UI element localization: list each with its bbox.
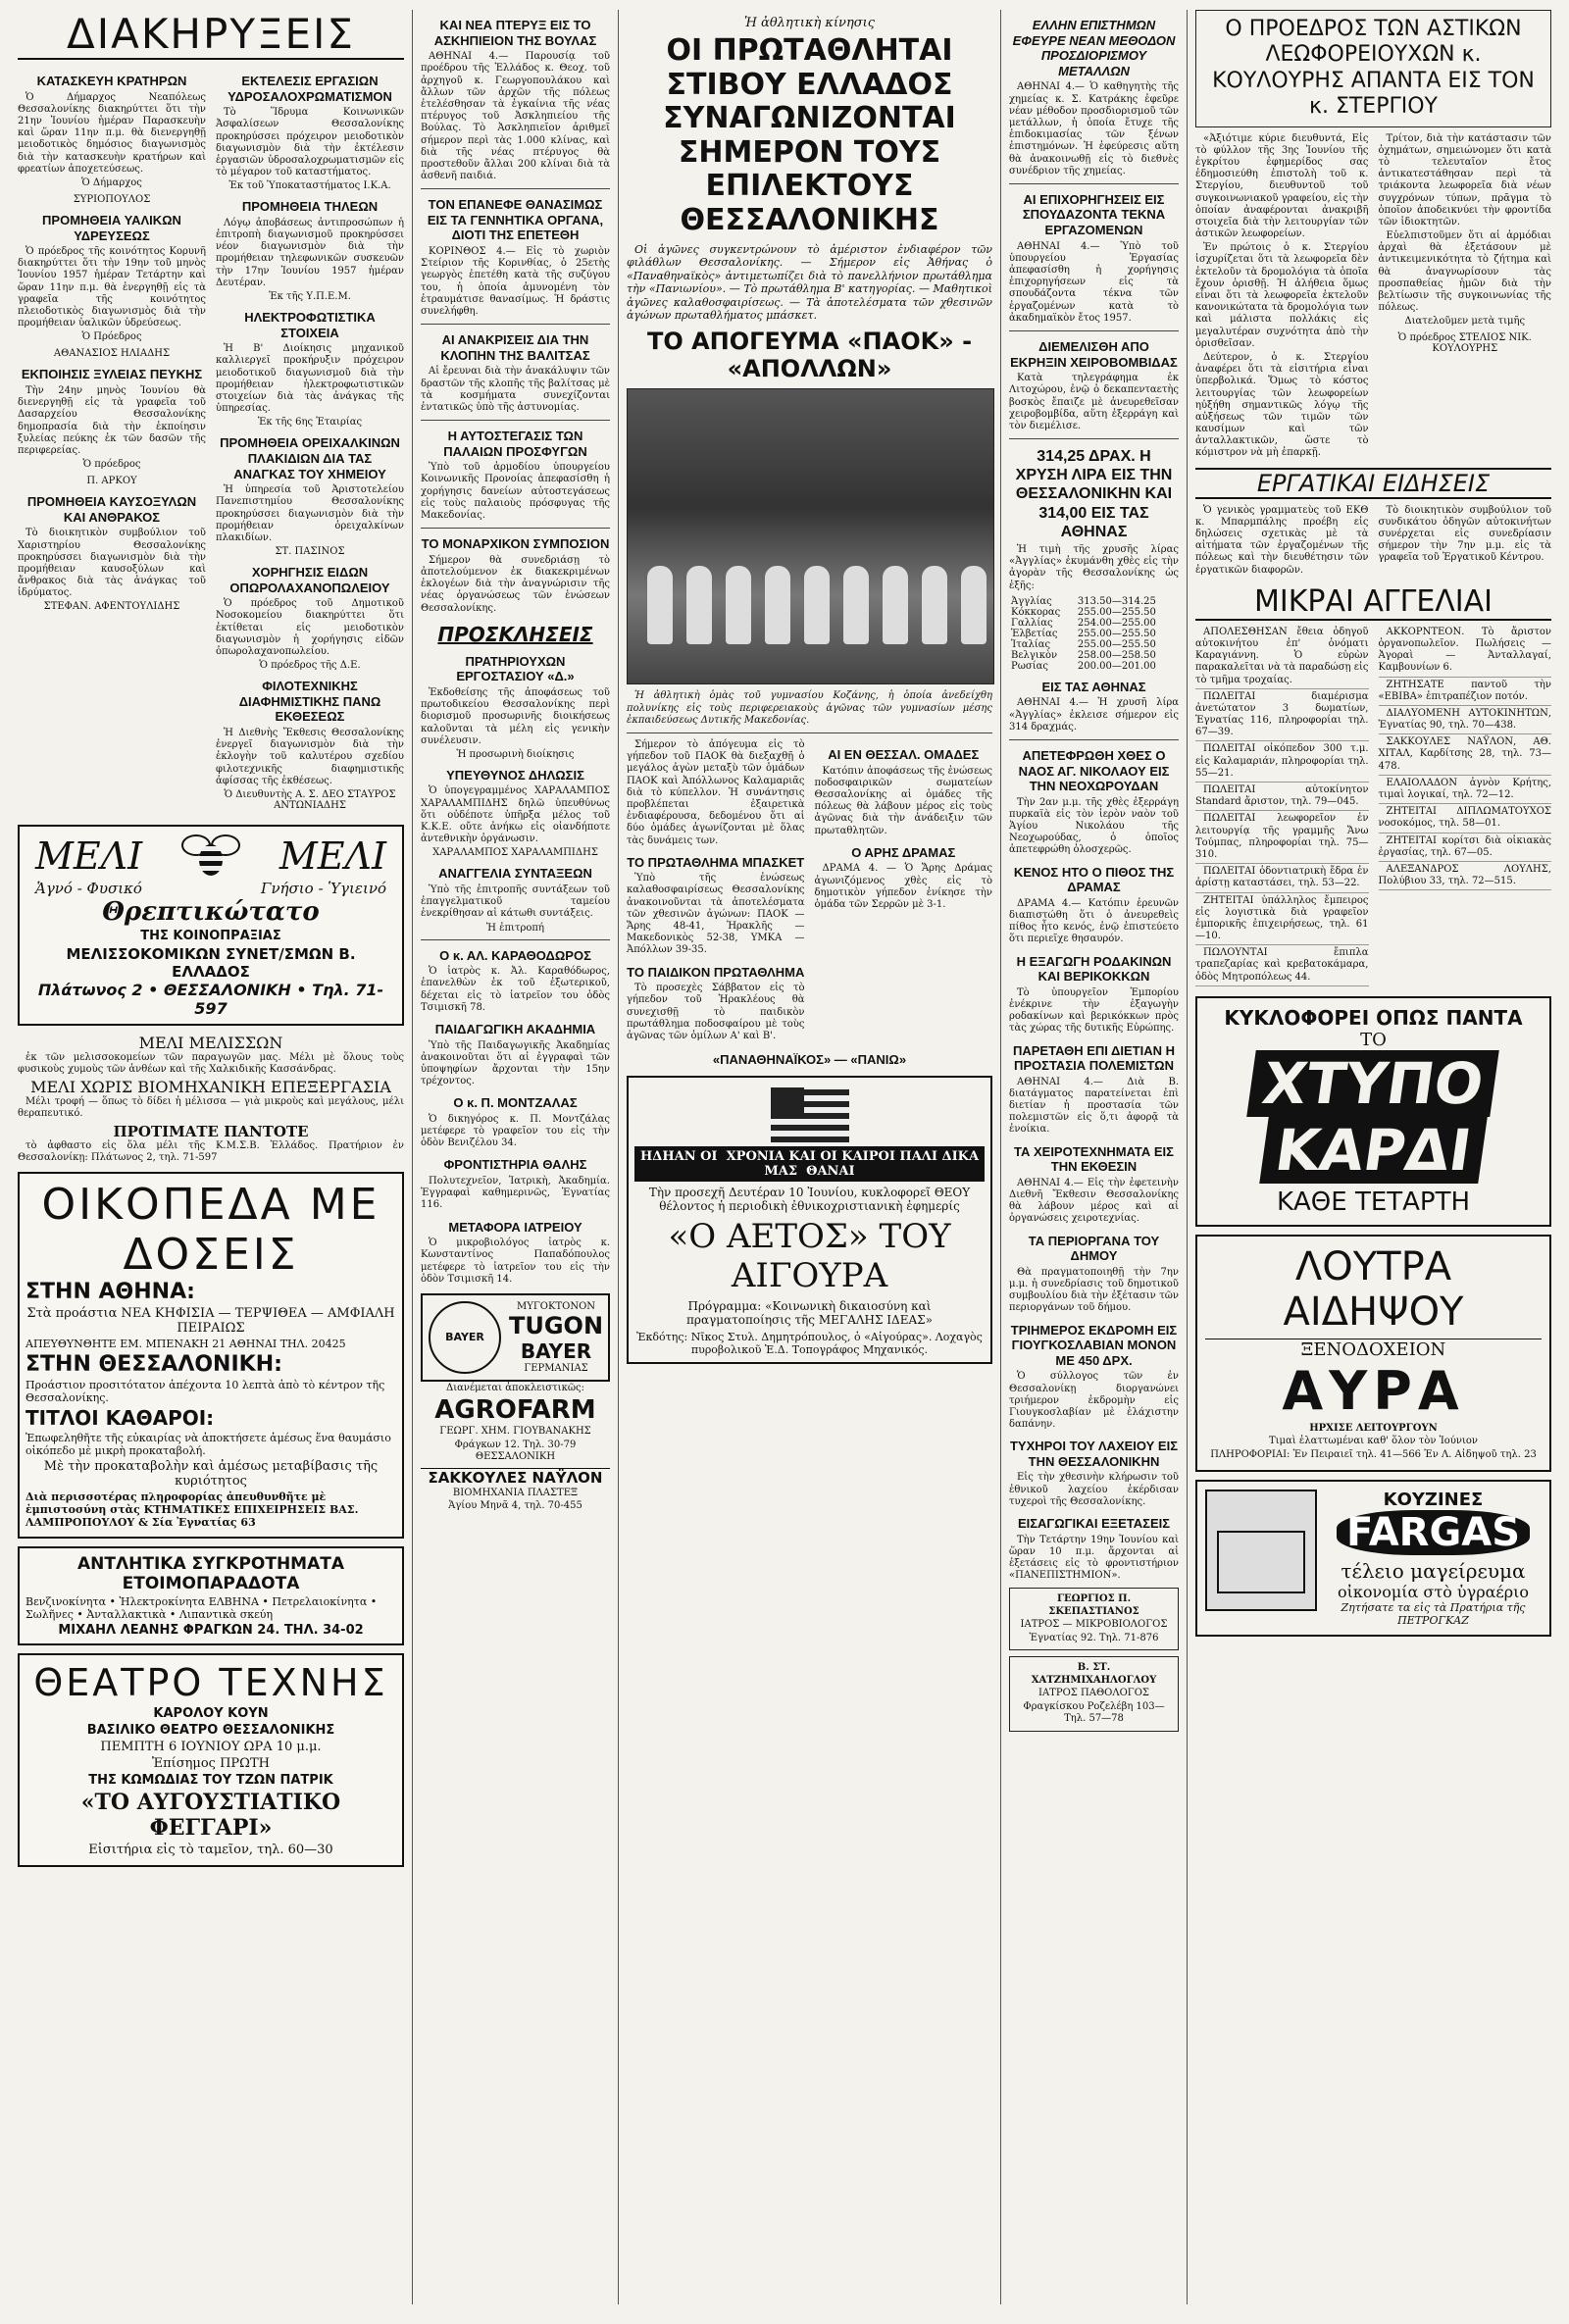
article-signature: Ἡ προσωρινὴ διοίκησις (456, 748, 575, 760)
classified-ad: ΠΩΛΕΙΤΑΙ ὁδοντιατρικὴ ἔδρα ἐν ἀρίστῃ καταστάσει, τηλ. 53—22. (1195, 866, 1369, 892)
notice-title: ΠΡΟΜΗΘΕΙΑ ΚΑΥΣΟΞΥΛΩΝ ΚΑΙ ΑΝΘΡΑΚΟΣ (26, 494, 197, 525)
classifieds-header: ΜΙΚΡΑΙ ΑΓΓΕΛΙΑΙ (1195, 584, 1551, 621)
aetos-strip-right: ΘΑΝΑΙ (806, 1163, 855, 1179)
notice-text: Τὸ διοικητικὸν συμβούλιον τοῦ Χαριστηρίου Θεσσαλονίκης προκηρύσσει διαγωνισμὸν διὰ τὴν προμήθειαν καυσοξύλων καὶ ἄνθρακος διὰ τὰς ἀνάγκας τοῦ ἱδρύματος. (18, 528, 206, 599)
article-text: Θὰ πραγματοποιηθῇ τὴν 7ην μ.μ. ἡ συνεδρίασις τοῦ δημοτικοῦ συμβουλίου διὰ τὴν ἐξέτασιν τῶν περιοργάνων τοῦ δήμου. (1009, 1266, 1179, 1314)
labor-text: Ὁ γενικὸς γραμματεὺς τοῦ ΕΚΘ κ. Μπαρμπάλης προέβη εἰς δηλώσεις σχετικὰς μὲ τὰ αἰτήματα τῶν ἐργαζομένων τῆς πόλεως καὶ τὴν διευθέτησιν τῶν ἐργατικῶν διαφορῶν. (1195, 504, 1369, 576)
agrofarm-ad (421, 1383, 610, 1513)
honey-sub-left: Ἁγνό - Φυσικό (35, 879, 142, 897)
classified-ad: ΖΗΤΕΙΤΑΙ κορίτσι διὰ οἰκιακὰς ἐργασίας, τηλ. 67—05. (1379, 835, 1552, 862)
fargas-3: Ζητήσατε τα εἰς τὰ Πρατήρια τῆς ΠΕΤΡΟΓΚΑΖ (1341, 1601, 1526, 1628)
sports-split (627, 739, 992, 1044)
article-text: Ὑπὸ τῆς Παιδαγωγικῆς Ἀκαδημίας ἀνακοινοῦται ὅτι αἱ ἐγγραφαὶ τῶν ὑποψηφίων ἄρχονται τὴν 15ην τρέχοντος. (421, 1039, 610, 1087)
plots-titles: ΤΙΤΛΟΙ ΚΑΘΑΡΟΙ: (25, 1406, 215, 1431)
gold-rate-cell: 254.00—255.00 (1077, 617, 1156, 629)
gold-rate-row (1009, 661, 1179, 672)
article-title: Η ΕΞΑΓΩΓΗ ΡΟΔΑΚΙΝΩΝ ΚΑΙ ΒΕΡΙΚΟΚΚΩΝ (1016, 953, 1172, 985)
agro-3: Φράγκων 12. Τηλ. 30-79 ΘΕΣΣΑΛΟΝΙΚΗ (454, 1439, 577, 1463)
article-text: ΑΘΗΝΑΙ 4.— Ὁ καθηγητὴς τῆς χημείας κ. Σ. Κατράκης ἐφεῦρε νέαν μέθοδον προσδιορισμοῦ τῶν μετάλλων, ἡ ὁποία ἔτυχε τῆς ἐπιδοκιμασίας τῶν ξένων ἐπιστημόνων. Ἡ ἐφεύρεσις αὕτη θὰ ἀνακοινωθῇ εἰς τὸ διεθνὲς συνέδριον τῆς χημείας. (1009, 81, 1179, 177)
notice-signature: Ἐκ τοῦ Ὑποκαταστήματος Ι.Κ.Α. (228, 180, 391, 192)
bayer-ad (421, 1293, 610, 1382)
sports-sub: Ο ΑΡΗΣ ΔΡΑΜΑΣ (851, 844, 956, 860)
classified-ad: ΑΠΟΛΕΣΘΗΣΑΝ ἔθεια ὁδηγοῦ αὐτοκινήτου ἐπ' ὀνόματι Καραγιάννη. Ὁ εὑρὼν παρακαλεῖται νὰ τὰ παραδώσῃ εἰς τὸ τμῆμα τροχαίας. (1195, 627, 1369, 689)
classified-ad: ΖΗΤΕΙΤΑΙ ΔΙΠΛΩΜΑΤΟΥΧΟΣ νοσοκόμος, τηλ. 58—01. (1379, 806, 1552, 833)
fargas-ad (1195, 1480, 1551, 1637)
sports-text: ΔΡΑΜΑ 4. — Ὁ Ἄρης Δράμας ἀγωνιζόμενος χθὲς εἰς τὸ δημοτικὸν γήπεδον ἐνίκησε τὴν ὁμάδα τῶν Σερρῶν μὲ 3-1. (814, 863, 992, 910)
article-text: ΑΘΗΝΑΙ 4.— Διὰ Β. διατάγματος παρατείνεται ἐπὶ διετίαν ἡ προστασία τῶν πολεμιστῶν εἰς ὅ,τι ἀφορᾷ τὰ ἐνοίκια. (1009, 1076, 1179, 1136)
nylon-2: ΒΙΟΜΗΧΑΝΙΑ ΠΛΑΣΤΕΞ (452, 1487, 579, 1498)
theatre-tickets: Εἰσιτήρια εἰς τὸ ταμεῖον, τηλ. 60—30 (88, 1843, 333, 1858)
article-title: ΦΡΟΝΤΙΣΤΗΡΙΑ ΘΑΛΗΣ (443, 1157, 587, 1173)
aetos-intro: Τὴν προσεχῆ Δευτέραν 10 Ἰουνίου, κυκλοφορεῖ ΘΕΟΥ θέλοντος ἡ περιοδικὴ ἐθνικοχριστιανικὴ ἐφημερίς (648, 1185, 971, 1213)
labor-news-header: ΕΡΓΑΤΙΚΑΙ ΕΙΔΗΣΕΙΣ (1195, 468, 1551, 499)
bus-right (1379, 133, 1552, 462)
notice-signature: Ἐκ τῆς 6ης Ἐταιρίας (257, 417, 363, 429)
article-text: ΚΟΡΙΝΘΟΣ 4.— Εἰς τὸ χωριὸν Στείριον τῆς Κορινθίας, ὁ 25ετὴς γεωργὸς ἐπετέθη κατὰ τῆς συζύγου του, ἡ ὁποία ἀμυνομένη τὸν ἐτραυμάτισε θανασίμως. Ἡ δράστις συνελήφθη. (421, 246, 610, 317)
article-title: ΥΠΕΥΘΥΝΟΣ ΔΗΛΩΣΙΣ (446, 767, 584, 783)
sports-text: Κατόπιν ἀποφάσεως τῆς ἐνώσεως ποδοσφαιρικῶν σωματείων Θεσσαλονίκης αἱ ὁμάδες τῆς πόλεως θὰ λάβουν μέρος εἰς τοὺς ἀγῶνας διὰ τὴν ἀνάδειξιν τῶν πρωταθλητῶν. (814, 765, 992, 836)
doctor-name: Β. ΣΤ. ΧΑΤΖΗΜΙΧΑΗΛΟΓΛΟΥ (1031, 1662, 1157, 1686)
notice-signature: Ὁ πρόεδρος τῆς Δ.Ε. (259, 660, 361, 672)
article-text: Ὑπὸ τοῦ ἁρμοδίου ὑπουργείου Κοινωνικῆς Προνοίας ἀπεφασίσθη ἡ χορήγησις δανείων αὐτοστεγάσεως εἰς τοὺς παλαιοὺς πρόσφυγας τῆς Μακεδονίας. (421, 462, 610, 522)
bus-article-split (1195, 133, 1551, 462)
notice-text: Ἡ ὑπηρεσία τοῦ Ἀριστοτελείου Πανεπιστημίου Θεσσαλονίκης προκηρύσσει διαγωνισμὸν διὰ τὴν προμήθειαν ὀρειχαλκίνων πλακιδίων. (216, 484, 404, 543)
sports-headline: ΟΙ ΠΡΩΤΑΘΛΗΤΑΙ ΣΤΙΒΟΥ ΕΛΛΑΔΟΣ ΣΥΝΑΓΩΝΙΖΟΝΤΑΙ ΣΗΜΕΡΟΝ ΤΟΥΣ ΕΠΙΛΕΚΤΟΥΣ ΘΕΣΣΑΛΟΝΙΚΗΣ (663, 33, 956, 237)
honey-s1: ΜΕΛΙ ΜΕΛΙΣΣΩΝ (138, 1033, 283, 1052)
article-title: ΚΕΝΟΣ ΗΤΟ Ο ΠΙΘΟΣ ΤΗΣ ΔΡΑΜΑΣ (1013, 864, 1175, 895)
avra-3: ΠΛΗΡΟΦΟΡΙΑΙ: Ἐν Πειραιεῖ τηλ. 41—566 Ἐν Λ. Αἰδηψοῦ τηλ. 23 (1210, 1448, 1537, 1460)
classified-ad: ΔΙΑΛΥΟΜΕΝΗ ΑΥΤΟΚΙΝΗΤΩΝ, Ἐγνατίας 90, τηλ. 70—438. (1379, 708, 1552, 734)
classified-ad: ΠΩΛΕΙΤΑΙ αὐτοκίνητον Standard ἄριστον, τηλ. 79—045. (1195, 784, 1369, 811)
doctor-name: ΓΕΩΡΓΙΟΣ Π. ΣΚΕΠΑΣΤΙΑΝΟΣ (1048, 1593, 1139, 1617)
theatre-ad (18, 1653, 404, 1867)
gold-athens-text: ΑΘΗΝΑΙ 4.— Ἡ χρυσῆ λίρα «Ἀγγλίας» ἐκλεισε σήμερον εἰς 314 δραχμάς. (1009, 697, 1179, 733)
bayer-product: TUGON (509, 1311, 604, 1339)
article-title: ΠΡΑΤΗΡΙΟΥΧΩΝ ΕΡΓΟΣΤΑΣΙΟΥ «Δ.» (456, 653, 575, 684)
article-title: ΔΙΕΜΕΛΙΣΘΗ ΑΠΟ ΕΚΡΗΞΙΝ ΧΕΙΡΟΒΟΜΒΙΔΑΣ (1010, 338, 1178, 370)
honey-subtitles (25, 880, 396, 897)
plots-athens-suburbs: Στὰ προάστια ΝΕΑ ΚΗΦΙΣΙΑ — ΤΕΡΨΙΘΕΑ — ΑΜΦΙΑΛΗ ΠΕΙΡΑΙΩΣ (26, 1306, 395, 1337)
gold-rate-row (1009, 596, 1179, 607)
bus-text: Ἐν πρώτοις ὁ κ. Στεργίου ἰσχυρίζεται ὅτι τὰ λεωφορεῖα δὲν ἐκτελοῦν τὰ δρομολόγια τὰ ὁποῖα ἔχουν ὁρισθῇ. Ἡ ἀλήθεια ὅμως εἶναι ὅτι τὰ λεωφορεῖα ἐκτελοῦν κανονικώτατα τὰ δρομολόγια των καὶ μάλιστα πολλάκις εἰς μεγαλυτέραν συχνότητα ἀπὸ τὴν ὁρισθεῖσαν. (1195, 242, 1369, 349)
article-title: ΠΑΡΕΤΑΘΗ ΕΠΙ ΔΙΕΤΙΑΝ Η ΠΡΟΣΤΑΣΙΑ ΠΟΛΕΜΙΣΤΩΝ (1012, 1042, 1175, 1074)
pumps-title: ΑΝΤΛΗΤΙΚΑ ΣΥΓΚΡΟΤΗΜΑΤΑ ΕΤΟΙΜΟΠΑΡΑΔΟΤΑ (76, 1554, 345, 1594)
plots-ad (18, 1172, 404, 1539)
hotel-label: ΞΕΝΟΔΟΧΕΙΟΝ (1205, 1339, 1542, 1360)
honey-ad-title (25, 833, 396, 880)
notice-title: ΠΡΟΜΗΘΕΙΑ ΤΗΛΕΩΝ (241, 199, 379, 215)
doctor-address: Φραγκίσκου Ροζελέβη 103—Τηλ. 57—78 (1023, 1700, 1165, 1725)
xtypo-bottom: ΚΑΘΕ ΤΕΤΑΡΤΗ (1276, 1187, 1471, 1217)
plots-athens: ΣΤΗΝ ΑΘΗΝΑ: (25, 1280, 195, 1305)
article-title: ΑΝΑΓΓΕΛΙΑ ΣΥΝΤΑΞΕΩΝ (438, 866, 592, 882)
column-news-4 (1000, 10, 1187, 2304)
sports-footer: «ΠΑΝΑΘΗΝΑΪΚΟΣ» — «ΠΑΝΙΩ» (712, 1052, 907, 1068)
plots-contact: Διὰ περισσοτέρας πληροφορίας ἀπευθυνθῆτε μὲ ἐμπιστοσύνη στὰς ΚΤΗΜΑΤΙΚΕΣ ΕΠΙΧΕΙΡΗΣΕΙΣ ΒΑΣ. ΛΑΜΠΡΟΠΟΥΛΟΥ & Σία Ἐγνατίας 63 (25, 1490, 359, 1530)
article-title: ΤΟΝ ΕΠΑΝΕΦΕ ΘΑΝΑΣΙΜΩΣ ΕΙΣ ΤΑ ΓΕΝΝΗΤΙΚΑ ΟΡΓΑΝΑ, ΔΙΟΤΙ ΤΗΣ ΕΠΕΤΕΘΗ (427, 197, 604, 243)
gold-athens-title: ΕΙΣ ΤΑΣ ΑΘΗΝΑΣ (1041, 679, 1146, 694)
pumps-address: ΜΙΧΑΗΛ ΛΕΑΝΗΣ ΦΡΑΓΚΩΝ 24. ΤΗΛ. 34-02 (58, 1623, 364, 1639)
aetos-strip-left: ΗΔΗΑΝ ΟΙ (639, 1148, 718, 1164)
plots-athens-contact: ΑΠΕΥΘΥΝΘΗΤΕ ΕΜ. ΜΠΕΝΑΚΗ 21 ΑΘΗΝΑΙ ΤΗΛ. 20425 (25, 1338, 346, 1351)
article-text: Ὑπὸ τῆς ἐπιτροπῆς συντάξεων τοῦ ἐπαγγελματικοῦ ταμείου ἐνεκρίθησαν αἱ κάτωθι συντάξεις. (421, 884, 610, 920)
fargas-text (1325, 1490, 1542, 1627)
theatre-first: Ἐπίσημος ΠΡΩΤΗ (152, 1756, 270, 1772)
classified-ad: ΖΗΤΕΙΤΑΙ ὑπάλληλος ἔμπειρος εἰς λογιστικὰ διὰ γραφεῖον ἐμπορικῆς ἐπιχειρήσεως, τηλ. 61—10. (1195, 895, 1369, 946)
xtypo-to: ΤΟ (1360, 1029, 1387, 1050)
article-title: ΑΙ ΕΠΙΧΟΡΗΓΗΣΕΙΣ ΕΙΣ ΣΠΟΥΔΑΖΟΝΤΑ ΤΕΚΝΑ ΕΡΓΑΖΟΜΕΝΩΝ (1022, 191, 1166, 238)
gold-rate-cell: Γαλλίας (1011, 617, 1053, 629)
article-text: Τὴν 2αν μ.μ. τῆς χθὲς ἐξερράγη πυρκαϊὰ εἰς τὸν ἱερὸν ναὸν τοῦ Ἁγίου Νικολάου τῆς Νεοχωρούδας, ὁ ὁποῖος ἀπετεφρώθη ὁλοσχερῶς. (1009, 796, 1179, 856)
classified-ad: ΠΩΛΟΥΝΤΑΙ ἔπιπλα τραπεζαρίας καὶ κρεβατοκάμαρα, ὁδὸς Μητροπόλεως 44. (1195, 947, 1369, 986)
aetos-program: Πρόγραμμα: «Κοινωνικὴ δικαιοσύνη καὶ πραγματοποίησις τῆς ΜΕΓΑΛΗΣ ΙΔΕΑΣ» (686, 1298, 933, 1327)
article-title: ΑΠΕΤΕΦΡΩΘΗ ΧΘΕΣ Ο ΝΑΟΣ ΑΓ. ΝΙΚΟΛΑΟΥ ΕΙΣ ΤΗΝ ΝΕΟΧΩΡΟΥΔΑΝ (1018, 747, 1170, 794)
sports-text: Σήμερον τὸ ἀπόγευμα εἰς τὸ γήπεδον τοῦ ΠΑΟΚ θὰ διεξαχθῇ ὁ μεγάλος ἀγὼν μεταξὺ τῶν ὁμάδων ΠΑΟΚ καὶ Ἀπόλλωνος Καλαμαριᾶς διὰ τὸ κύπελλον. Ἡ συνάντησις προβλέπεται ἐξαιρετικὰ ἐνδιαφέρουσα, δεδομένου ὅτι αἱ δύο ὁμάδες ἀγωνίζονται μὲ ὅλας τὰς δυνάμεις των. (627, 739, 805, 846)
bus-text: Δεύτερον, ὁ κ. Στεργίου ἀναφέρει ὅτι τὰ εἰσιτήρια εἶναι ὑπερβολικά. Ὅμως τὸ κόστος λειτουργίας τῶν λεωφορείων ηὐξήθη σημαντικῶς λόγῳ τῆς αὐξήσεως τῶν τιμῶν τῶν καυσίμων καὶ τῶν ἀνταλλακτικῶν, ὥστε τὸ κόμιστρον νὰ μὴ ἐπαρκῇ. (1195, 351, 1369, 459)
article-title: ΜΕΤΑΦΟΡΑ ΙΑΤΡΕΙΟΥ (448, 1219, 582, 1235)
plots-thess: ΣΤΗΝ ΘΕΣΣΑΛΟΝΙΚΗ: (25, 1352, 282, 1378)
article-title: ΤΑ ΧΕΙΡΟΤΕΧΝΗΜΑΤΑ ΕΙΣ ΤΗΝ ΕΚΘΕΣΙΝ (1014, 1143, 1174, 1175)
classified-ad: ΕΛΑΙΟΛΑΔΟΝ ἀγνὸν Κρήτης, τιμαὶ λογικαί, τηλ. 72—12. (1379, 778, 1552, 804)
article-signature: ΧΑΡΑΛΑΜΠΟΣ ΧΑΡΑΛΑΜΠΙΔΗΣ (432, 847, 598, 859)
article-text: Ὁ ὑπογεγραμμένος ΧΑΡΑΛΑΜΠΟΣ ΧΑΡΑΛΑΜΠΙΔΗΣ δηλῶ ὑπευθύνως ὅτι οὐδέποτε ὑπῆρξα μέλος τοῦ Κ.Κ.Ε. οὔτε ἀνήκω εἰς οἱανδήποτε ἀντεθνικὴν ὀργάνωσιν. (421, 785, 610, 845)
article-text: Τὸ ὑπουργεῖον Ἐμπορίου ἐνέκρινε τὴν ἐξαγωγὴν ροδακίνων καὶ βερικόκκων πρὸς τὰς χώρας τῆς δυτικῆς Εὐρώπης. (1009, 986, 1179, 1035)
photo-caption: Ἡ ἀθλητικὴ ὁμὰς τοῦ γυμνασίου Κοζάνης, ἡ ὁποία ἀνεδείχθη πολυνίκης εἰς τοὺς περιφερειακοὺς ἀγῶνας τῶν γυμνασίων μέσης ἐκπαιδεύσεως Δυτικῆς Μακεδονίας. (627, 690, 992, 726)
article-title: Ο κ. Π. ΜΟΝΤΖΑΛΑΣ (453, 1095, 578, 1111)
classified-ad: ΑΚΚΟΡΝΤΕΟΝ. Τὸ ἄριστον ὀργανοπωλεῖον. Πωλήσεις — Ἀγοραὶ — Ἀνταλλαγαί, Καμβουνίων 6. (1379, 627, 1552, 678)
sports-left (627, 739, 805, 1044)
gold-rate-cell: 255.00—255.50 (1077, 606, 1156, 618)
article-title: ΑΙ ΑΝΑΚΡΙΣΕΙΣ ΔΙΑ ΤΗΝ ΚΛΟΠΗΝ ΤΗΣ ΒΑΛΙΤΣΑΣ (440, 332, 590, 363)
bayer-text (509, 1301, 603, 1374)
classifieds-split (1195, 627, 1551, 988)
newspaper-page (10, 10, 1559, 2304)
classified-ad: ΖΗΤΗΣΑΤΕ παντοῦ τὴν «ΕΒΙΒΑ» ἐπιτραπέζιον ποτόν. (1379, 680, 1552, 706)
column-news-2 (412, 10, 618, 2304)
agro-name: AGROFARM (434, 1395, 596, 1426)
gold-rate-cell: 255.00—255.50 (1077, 628, 1156, 639)
notice-title: ΕΚΠΟΙΗΣΙΣ ΞΥΛΕΙΑΣ ΠΕΥΚΗΣ (21, 367, 203, 382)
avra-2: Τιμαὶ ἐλαττωμέναι καθ' ὅλον τὸν Ἰούνιον (1268, 1436, 1479, 1447)
notice-signature: ΑΘΑΝΑΣΙΟΣ ΗΛΙΑΔΗΣ (53, 348, 171, 360)
article-text: Εἰς τὴν χθεσινὴν κλήρωσιν τοῦ ἐθνικοῦ λαχείου ἐκέρδισαν τυχεροὶ τῆς Θεσσαλονίκης. (1009, 1472, 1179, 1507)
article-text: ΔΡΑΜΑ 4.— Κατόπιν ἐρευνῶν διαπιστώθη ὅτι ὁ ἀνευρεθεὶς πίθος ἦτο κενός, ἐνῷ ἐπιστεύετο ὅτι περιεῖχε θησαυρόν. (1009, 897, 1179, 945)
article-signature: Ἡ ἐπιτροπή (486, 922, 544, 934)
notice-signature: Π. ΑΡΚΟΥ (86, 476, 137, 487)
bus-sig1: Διατελοῦμεν μετὰ τιμῆς (1404, 316, 1526, 328)
team-photo (627, 388, 994, 684)
honey-s1-text: ἐκ τῶν μελισσοκομείων τῶν παραγωγῶν μας. Μέλι μὲ ὅλους τοὺς φυσικοὺς χυμοὺς τῶν ἀνθέων καὶ τῆς Χαλκιδικῆς Κασσάνδρας. (18, 1051, 404, 1076)
xtypo-word2: ΚΑΡΔΙ (1259, 1117, 1487, 1184)
honey-title-left: ΜΕΛΙ (35, 834, 143, 878)
notices-split (18, 66, 404, 817)
sports-sub: ΑΙ ΕΝ ΘΕΣΣΑΛ. ΟΜΑΔΕΣ (828, 747, 980, 762)
article-text: ΑΘΗΝΑΙ 4.— Ὑπὸ τοῦ ὑπουργείου Ἐργασίας ἀπεφασίσθη ἡ χορήγησις ἐπιχορηγήσεων εἰς τὰ σπουδάζοντα τέκνα τῶν ἐργαζομένων κατὰ τὸ ἀκαδημαϊκὸν ἔτος 1957. (1009, 240, 1179, 324)
plots-thess-text: Προάστιον προσιτότατον ἀπέχοντα 10 λεπτὰ ἀπὸ τὸ κέντρον τῆς Θεσσαλονίκης. (25, 1379, 385, 1405)
classified-ad: ΠΩΛΕΙΤΑΙ οἰκόπεδον 300 τ.μ. εἰς Καλαμαριάν, πληροφορίαι τηλ. 55—21. (1195, 743, 1369, 783)
plots-transfer: Μὲ τὴν προκαταβολὴν καὶ ἀμέσως μεταβίβασις τῆς κυριότητος (43, 1459, 379, 1490)
article-title: Η ΑΥΤΟΣΤΕΓΑΣΙΣ ΤΩΝ ΠΑΛΑΙΩΝ ΠΡΟΣΦΥΓΩΝ (443, 429, 587, 459)
xtypo-kardi-ad (1195, 996, 1551, 1227)
bayer-cross-logo: BAYER (429, 1301, 501, 1374)
agro-dist: Διανέμεται ἀποκλειστικῶς: (446, 1382, 584, 1393)
article-title: ΕΛΛΗΝ ΕΠΙΣΤΗΜΩΝ ΕΦΕΥΡΕ ΝΕΑΝ ΜΕΘΟΔΟΝ ΠΡΟΣΔΙΟΡΙΣΜΟΥ ΜΕΤΑΛΛΩΝ (1012, 18, 1176, 78)
gold-rate-cell: 258.00—258.50 (1077, 649, 1156, 661)
column-right (1187, 10, 1559, 2304)
doctor-ad-2 (1009, 1656, 1179, 1732)
notice-text: Λόγῳ ἀποβάσεως ἀντιπροσώπων ἡ ἐπιτροπὴ διαγωνισμοῦ προκηρύσσει νέον διαγωνισμὸν διὰ τὴν προμήθειαν τηλεφωνικῶν συσκευῶν τὴν 17ην Ἰουνίου 1957 ἡμέραν Δευτέραν. (216, 217, 404, 288)
notice-signature: ΣΥΡΙΟΠΟΥΛΟΣ (73, 193, 151, 205)
bus-sig2: Ὁ πρόεδρος ΣΤΕΛΙΟΣ ΝΙΚ. ΚΟΥΛΟΥΡΗΣ (1397, 332, 1532, 355)
notice-text: Τὸ Ἵδρυμα Κοινωνικῶν Ἀσφαλίσεων Θεσσαλονίκης προκηρύσσει πρόχειρον μειοδοτικὸν διαγωνισμὸν διὰ τὴν ἐκτέλεσιν ἐργασιῶν ὑδροσαλοχρωματισμῶν εἰς τὸ μέγαρον τοῦ καταστήματος. (216, 107, 404, 178)
bee-icon (181, 833, 240, 880)
aetos-name: «Ο ΑΕΤΟΣ» ΤΟΥ ΑΙΓΟΥΡΑ (668, 1216, 951, 1295)
bus-text: «Ἀξιότιμε κύριε διευθυντά, Εἰς τὸ φύλλον τῆς 3ης Ἰουνίου τῆς ἐγκρίτου ἐφημερίδος σας ἐδημοσιεύθη ἐπιστολὴ τοῦ κ. Στεργίου, διευθυντοῦ τοῦ συγκοινωνιακοῦ γραφείου, εἰς τὴν ὁποίαν ἀναφέρονται ἀνακριβῆ στοιχεῖα διὰ τὴν λειτουργίαν τῶν ἀστικῶν λεωφορείων. (1195, 132, 1369, 240)
bayer-brand: BAYER (520, 1339, 592, 1363)
theatre-sub1: ΚΑΡΟΛΟΥ ΚΟΥΝ (153, 1706, 269, 1722)
article-title: ΤΥΧΗΡΟΙ ΤΟΥ ΛΑΧΕΙΟΥ ΕΙΣ ΤΗΝ ΘΕΣΣΑΛΟΝΙΚΗΝ (1009, 1439, 1179, 1469)
theatre-play: «ΤΟ ΑΥΓΟΥΣΤΙΑΤΙΚΟ ΦΕΓΓΑΡΙ» (80, 1790, 341, 1842)
notice-text: Ὁ πρόεδρος τῆς κοινότητος Κορυνῆ διακηρύττει ὅτι τὴν 19ην τοῦ μηνὸς Ἰουνίου 1957 ἡμέραν Τετάρτην καὶ ὥραν 11ην π.μ. θὰ ἐνεργηθῇ εἰς τὰ γραφεῖα τῆς κοινότητος πλειοδοτικὸς διαγωνισμὸς διὰ τὴν προμήθειαν ὑαλικῶν ὑδρεύσεως. (18, 246, 206, 329)
avra-logo: ΑΥΡΑ (1282, 1359, 1465, 1422)
gold-rate-cell: Ἑλβετίας (1011, 628, 1058, 639)
gold-text: Ἡ τιμὴ τῆς χρυσῆς λίρας «Ἀγγλίας» ἐκυμάνθη χθὲς εἰς τὴν ἀγορὰν τῆς Θεσσαλονίκης ὡς ἑξῆς: (1009, 544, 1179, 591)
honey-label: Θρεπτικώτατο (102, 896, 320, 927)
honey-s3-text: τὸ ἀφθαστο εἰς ὅλα μέλι τῆς Κ.Μ.Σ.Β. Ἑλλάδος. Πρατήριον ἐν Θεσσαλονίκῃ: Πλάτωνος 2, τηλ. 71-597 (18, 1139, 404, 1163)
article-text: Ὁ ἰατρὸς κ. Ἀλ. Καραθόδωρος, ἐπανελθὼν ἐκ τοῦ ἐξωτερικοῦ, δέχεται εἰς τὸ ἰατρεῖον του ὁδὸς Τσιμισκῆ 78. (421, 966, 610, 1013)
honey-s2: ΜΕΛΙ ΧΩΡΙΣ ΒΙΟΜΗΧΑΝΙΚΗ ΕΠΕΞΕΡΓΑΣΙΑ (30, 1078, 391, 1097)
gold-rate-row (1009, 639, 1179, 650)
article-title: ΕΙΣΑΓΩΓΙΚΑΙ ΕΞΕΤΑΣΕΙΣ (1017, 1516, 1171, 1531)
classified-ad: ΠΩΛΕΙΤΑΙ διαμέρισμα ἀνετώτατον 3 δωματίων, Ἐγνατίας 116, πληροφορίαι τηλ. 67—39. (1195, 691, 1369, 742)
classified-ad: ΠΩΛΕΙΤΑΙ λεωφορεῖον ἐν λειτουργίᾳ τῆς γραμμῆς Ἄνω Τούμπας, πληροφορίαι τηλ. 75—310. (1195, 813, 1369, 864)
aetos-publisher: Ἐκδότης: Νῖκος Στυλ. Δημητρόπουλος, ὁ «Αἰγούρας». Λοχαγὸς πυροβολικοῦ Ἐ.Δ. Τοπογράφος Μηχανικός. (636, 1330, 983, 1356)
honey-title-right: ΜΕΛΙ (278, 834, 386, 878)
classifieds-left (1195, 627, 1369, 988)
column-announcements (10, 10, 412, 2304)
article-title: ΤΟ ΜΟΝΑΡΧΙΚΟΝ ΣΥΜΠΟΣΙΟΝ (421, 536, 610, 552)
article-text: Αἱ ἔρευναι διὰ τὴν ἀνακάλυψιν τῶν δραστῶν τῆς κλοπῆς τῆς βαλίτσας μὲ τὰ κοσμήματα συνεχίζονται ἐντατικῶς ὑπὸ τῆς ἀστυνομίας. (421, 366, 610, 413)
aidipsos-title: ΛΟΥΤΡΑ ΑΙΔΗΨΟΥ (1283, 1243, 1464, 1335)
agro-2: ΓΕΩΡΓ. ΧΗΜ. ΓΙΟΥΒΑΝΑΚΗΣ (439, 1426, 591, 1438)
aidipsos-ad (1195, 1235, 1551, 1473)
honey-coop: ΤΗΣ ΚΟΙΝΟΠΡΑΞΙΑΣ (140, 928, 281, 943)
notices-right (216, 66, 404, 817)
notice-text: Ἡ Β' Διοίκησις μηχανικοῦ καλλιεργεῖ προκήρυξιν πρόχειρον μειοδοτικοῦ διαγωνισμοῦ διὰ τὴν προμήθειαν ἠλεκτροφωτιστικῶν στοιχείων διὰ τὰς ἀνάγκας τῆς ὑπηρεσίας. (216, 343, 404, 415)
notice-title: ΕΚΤΕΛΕΣΙΣ ΕΡΓΑΣΙΩΝ ΥΔΡΟΣΑΛΟΧΡΩΜΑΤΙΣΜΟΝ (228, 74, 392, 104)
article-title: ΤΑ ΠΕΡΙΟΡΓΑΝΑ ΤΟΥ ΔΗΜΟΥ (1028, 1233, 1160, 1264)
classified-ad: ΣΑΚΚΟΥΛΕΣ ΝΑΫΛΟΝ, ΑΘ. ΧΙΤΑΛ, Καρδίτσης 28, τηλ. 73—478. (1379, 736, 1552, 776)
classified-ad: ΑΛΕΞΑΝΔΡΟΣ ΛΟΥΛΗΣ, Πολύβιου 33, τηλ. 72—515. (1379, 864, 1552, 890)
article-text: Ἐκδοθείσης τῆς ἀποφάσεως τοῦ πρωτοδικείου Θεσσαλονίκης περὶ διορισμοῦ προσωρινῆς διοικήσεως καλοῦνται τὰ μέλη εἰς γενικὴν συνέλευσιν. (421, 686, 610, 746)
honey-union: ΜΕΛΙΣΣΟΚΟΜΙΚΩΝ ΣΥΝΕΤ/ΣΜΩΝ Β. ΕΛΛΑΔΟΣ (66, 944, 356, 981)
sports-kicker: Ἡ ἀθλητικὴ κίνησις (744, 16, 875, 30)
gold-rate-cell: Κόκκορας (1011, 606, 1061, 618)
article-text: Τὴν Τετάρτην 19ην Ἰουνίου καὶ ὥραν 10 π.μ. ἄρχονται αἱ ἐξετάσεις εἰς τὸ φροντιστήριον «ΠΑΝΕΠΙΣΤΗΜΙΟΝ». (1009, 1534, 1179, 1582)
nylon-bags: ΣΑΚΚΟΥΛΕΣ ΝΑΫΛΟΝ (421, 1468, 610, 1487)
gold-rate-row (1009, 618, 1179, 629)
nylon-3: Ἁγίου Μηνᾶ 4, τηλ. 70-455 (448, 1500, 582, 1512)
notice-text: Τὴν 24ην μηνὸς Ἰουνίου θὰ διενεργηθῇ εἰς τὰ γραφεῖα τοῦ Δασαρχείου Θεσσαλονίκης δημοπρασία διὰ τὴν ἐκποίησιν ξυλείας πεύκης ἐκ τῶν δασῶν τῆς περιφερείας. (18, 385, 206, 456)
bayer-l4: ΓΕΡΜΑΝΙΑΣ (524, 1362, 588, 1374)
gold-rate-row (1009, 650, 1179, 661)
article-title: Ο κ. ΑΛ. ΚΑΡΑΘΟΔΩΡΟΣ (439, 947, 591, 963)
fargas-brand: FARGAS (1337, 1510, 1530, 1555)
sports-right (815, 739, 993, 1044)
gold-rate-cell: 255.00—255.50 (1077, 638, 1156, 650)
article-text: Ὁ μικροβιολόγος ἰατρὸς κ. Κωνσταντίνος Παπαδόπουλος μετέφερε τὸ ἰατρεῖον του εἰς τὴν ὁδὸν Τσιμισκῆ 14. (421, 1238, 610, 1285)
honey-sub-right: Γνήσιο - Ὑγιεινό (261, 879, 386, 897)
notice-title: ΠΡΟΜΗΘΕΙΑ ΟΡΕΙΧΑΛΚΙΝΩΝ ΠΛΑΚΙΔΙΩΝ ΔΙΑ ΤΑΣ ΑΝΑΓΚΑΣ ΤΟΥ ΧΗΜΕΙΟΥ (220, 435, 400, 481)
bayer-l1: ΜΥΓΟΚΤΟΝΟΝ (517, 1300, 596, 1312)
gold-rate-cell: 200.00—201.00 (1077, 660, 1156, 672)
labor-text: Τὸ διοικητικὸν συμβούλιον τοῦ συνδικάτου ὁδηγῶν αὐτοκινήτων συνέρχεται εἰς συνεδρίασιν σήμερον τὴν 7ην μ.μ. εἰς τὰ γραφεῖα τοῦ Ἐργατικοῦ Κέντρου. (1378, 504, 1551, 564)
notices-left (18, 66, 206, 817)
notice-signature-role: Ὁ πρόεδρος (82, 459, 141, 471)
theatre-sub2: ΒΑΣΙΛΙΚΟ ΘΕΑΤΡΟ ΘΕΣΣΑΛΟΝΙΚΗΣ (86, 1723, 335, 1739)
notice-text: Ὁ πρόεδρος τοῦ Δημοτικοῦ Νοσοκομείου διακηρύττει ὅτι ἐκτίθεται εἰς μειοδοτικὸν διαγωνισμὸν ἡ χορήγησις εἰδῶν ὀπωρολαχανοπωλείου. (216, 598, 404, 657)
bus-article-title: Ο ΠΡΟΕΔΡΟΣ ΤΩΝ ΑΣΤΙΚΩΝ ΛΕΩΦΟΡΕΙΟΥΧΩΝ κ. ΚΟΥΛΟΥΡΗΣ ΑΠΑΝΤΑ ΕΙΣ ΤΟΝ κ. ΣΤΕΡΓΙΟΥ (1195, 10, 1551, 127)
gold-rate-cell: Βελγικὸν (1011, 649, 1058, 661)
honey-s3: ΠΡΟΤΙΜΑΤΕ ΠΑΝΤΟΤΕ (113, 1122, 309, 1140)
classifieds-right (1379, 627, 1552, 988)
article-text: Κατὰ τηλεγράφημα ἐκ Λιτοχώρου, ἐνῷ ὁ δεκαπενταετὴς βοσκὸς ἔπαιζε μὲ ἀνευρεθεῖσαν χειροβομβίδα, αὕτη ἐξερράγη καὶ τὸν διεμέλισε. (1009, 373, 1179, 431)
notice-title: ΚΑΤΑΣΚΕΥΗ ΚΡΑΤΗΡΩΝ (36, 74, 187, 88)
article-text: Ὁ δικηγόρος κ. Π. Μοντζάλας μετέφερε τὸ γραφεῖον του εἰς τὴν ὁδὸν Βενιζέλου 34. (421, 1113, 610, 1149)
gold-rate-cell: Ρωσίας (1011, 660, 1048, 672)
article-title: ΚΑΙ ΝΕΑ ΠΤΕΡΥΞ ΕΙΣ ΤΟ ΑΣΚΗΠΙΕΙΟΝ ΤΗΣ ΒΟΥΛΑΣ (433, 18, 597, 48)
labor-split (1195, 505, 1551, 579)
plots-opportunity: Ἐπωφεληθῆτε τῆς εὐκαιρίας νὰ ἀποκτήσετε ἀμέσως ἕνα θαυμάσιο οἰκόπεδο μὲ μικρὴ προκαταβολή. (25, 1432, 391, 1458)
doctor-ad-1 (1009, 1588, 1179, 1650)
bus-text: Τρίτον, διὰ τὴν κατάστασιν τῶν ὀχημάτων, σημειώνομεν ὅτι κατὰ τὸ τελευταῖον ἔτος ἀντικατεστάθησαν περὶ τὰ τριάκοντα λεωφορεῖα διὰ νέων συγχρόνων τύπων, πρᾶγμα τὸ ὁποῖον ἀποδεικνύει τὴν φροντίδα τῶν ἰδιοκτητῶν. (1378, 132, 1551, 227)
notice-signature: Ἐκ τῆς Υ.Π.Ε.Μ. (269, 291, 351, 303)
aetos-strip (634, 1146, 985, 1182)
honey-ad (18, 825, 404, 1026)
theatre-title: ΘΕΑΤΡΟ ΤΕΧΝΗΣ (33, 1661, 388, 1705)
gold-rate-cell: Ἰταλίας (1011, 638, 1051, 650)
article-title: ΤΡΙΗΜΕΡΟΣ ΕΚΔΡΟΜΗ ΕΙΣ ΓΙΟΥΓΚΟΣΛΑΒΙΑΝ ΜΟΝΟΝ ΜΕ 450 ΔΡΧ. (1010, 1322, 1178, 1368)
gold-rate-cell: Ἀγγλίας (1011, 595, 1052, 607)
notice-signature: ΣΤ. ΠΑΣΙΝΟΣ (275, 546, 345, 558)
notice-title: ΠΡΟΜΗΘΕΙΑ ΥΑΛΙΚΩΝ ΥΔΡΕΥΣΕΩΣ (42, 212, 181, 243)
doctor-specialty: ΙΑΤΡΟΣ — ΜΙΚΡΟΒΙΟΛΟΓΟΣ (1020, 1619, 1168, 1631)
doctor-specialty: ΙΑΤΡΟΣ ΠΑΘΟΛΟΓΟΣ (1038, 1688, 1149, 1699)
bus-left (1195, 133, 1369, 462)
theatre-date: ΠΕΜΠΤΗ 6 ΙΟΥΝΙΟΥ ΩΡΑ 10 μ.μ. (100, 1740, 322, 1755)
sports-lead: Οἱ ἀγῶνες συγκεντρώνουν τὸ ἀμέριστον ἐνδιαφέρον τῶν φιλάθλων Θεσσαλονίκης. — Σήμερον εἰς Ἀθήνας ὁ «Παναθηναϊκὸς» ἀντιμετωπίζει διὰ τὸ πανελλήνιον πρωτάθλημα τὴν «Πανιωνίου». — Τὸ πρωτάθλημα Β' κατηγορίας. — Μαθητικοὶ ἀγῶνες καλαθοσφαιρίσεως. — Τὰ ἀποτελέσματα τῶν χθεσινῶν ἀγώνων πρωταθλήματος μπάσκετ. (627, 243, 992, 323)
honey-address: Πλάτωνος 2 • ΘΕΣΣΑΛΟΝΙΚΗ • Τηλ. 71-597 (37, 980, 384, 1018)
aetos-strip-text: ΧΡΟΝΙΑ ΚΑΙ ΟΙ ΚΑΙΡΟΙ ΠΑΛΙ ΔΙΚΑ ΜΑΣ (726, 1148, 980, 1179)
notice-title: ΦΙΛΟΤΕΧΝΙΚΗΣ ΔΙΑΦΗΜΙΣΤΙΚΗΣ ΠΑΝΩ ΕΚΘΕΣΕΩΣ (238, 679, 381, 725)
notice-signature-role: Ὁ Πρόεδρος (81, 331, 142, 343)
pumps-text: Βενζινοκίνητα • Ἠλεκτροκίνητα ΕΛΒΗΝΑ • Πετρελαιοκίνητα • Σωλῆνες • Ἀνταλλακτικὰ • Λιπαντικὰ σκεύη (25, 1595, 378, 1622)
notice-text: Ἡ Διεθνὴς Ἔκθεσις Θεσσαλονίκης ἐνεργεῖ διαγωνισμὸν διὰ τὴν ἐκλογὴν τοῦ καλυτέρου σχεδίου φιλοτεχνικῆς διαφημιστικῆς ἀφίσσας τῆς ἐκθέσεως. (216, 727, 404, 786)
doctor-address: Ἐγνατίας 92. Τηλ. 71-876 (1029, 1632, 1159, 1643)
notice-text: Ὁ Δήμαρχος Νεαπόλεως Θεσσαλονίκης διακηρύττει ὅτι τὴν 21ην Ἰουνίου ἡμέραν Παρασκευὴν καὶ ὥραν 11ην π.μ. θὰ διενεργηθῇ μειοδοτικὸς δημόσιος διαγωνισμὸς διὰ τὴν κατασκευὴν κρατήρων καὶ φρεατίων ἀποχετεύσεως. (18, 91, 206, 175)
notice-signature: ΣΤΕΦΑΝ. ΑΦΕΝΤΟΥΛΙΔΗΣ (43, 601, 180, 613)
theatre-comedy: ΤΗΣ ΚΩΜΩΔΙΑΣ ΤΟΥ ΤΖΩΝ ΠΑΤΡΙΚ (88, 1773, 333, 1789)
bus-text: Εὐελπιστοῦμεν ὅτι αἱ ἁρμόδιαι ἀρχαὶ θὰ ἐξετάσουν μὲ ἀντικειμενικότητα τὸ ζήτημα καὶ θὰ ἀναγνωρίσουν τὰς προσπαθείας ἡμῶν διὰ τὴν βελτίωσιν τῆς συγκοινωνίας τῆς πόλεως. (1378, 230, 1551, 314)
section-header: ΔΙΑΚΗΡΥΞΕΙΣ (18, 10, 404, 60)
invitations-header: ΠΡΟΣΚΛΗΣΕΙΣ (437, 622, 593, 646)
article-text: Σήμερον θὰ συνεδριάσῃ τὸ ἀποτελούμενον ἐκ διακεκριμένων ἐκλογέων διὰ τὴν ἀναγνώρισιν τῆς νέας ὀργανώσεως τῶν ἑνώσεων Θεσσαλονίκης. (421, 554, 610, 614)
aetos-ad (627, 1076, 992, 1364)
gold-rate-cell: 313.50—314.25 (1077, 595, 1156, 607)
avra-1: ΗΡΧΙΣΕ ΛΕΙΤΟΥΡΓΟΥΝ (1309, 1422, 1438, 1434)
match-headline: ΤΟ ΑΠΟΓΕΥΜΑ «ΠΑΟΚ» - «ΑΠΟΛΛΩΝ» (646, 328, 973, 383)
notice-signature-role: Ὁ Δήμαρχος (81, 177, 142, 188)
gold-rate-row (1009, 607, 1179, 618)
pumps-ad (18, 1546, 404, 1645)
gold-rates-table (1009, 596, 1179, 672)
notice-title: ΧΟΡΗΓΗΣΙΣ ΕΙΔΩΝ ΟΠΩΡΟΛΑΧΑΝΟΠΩΛΕΙΟΥ (229, 565, 390, 595)
article-text: Ὁ σύλλογος τῶν ἐν Θεσσαλονίκῃ διοργανώνει τριήμερον ἐκδρομὴν εἰς Γιουγκοσλαβίαν μὲ ἐλάχιστην δαπάνην. (1009, 1371, 1179, 1431)
sports-text: Τὸ προσεχὲς Σάββατον εἰς τὸ γήπεδον τοῦ Ἡρακλέους θὰ συνεχισθῇ τὸ παιδικὸν πρωτάθλημα ποδοσφαίρου μὲ τοὺς ἀγῶνας τῶν ὁμίλων Α' καὶ Β'. (627, 983, 805, 1041)
fargas-2: οἰκονομία στὸ ὑγραέριο (1337, 1583, 1530, 1602)
article-title: ΠΑΙΔΑΓΩΓΙΚΗ ΑΚΑΔΗΜΙΑ (434, 1021, 596, 1036)
article-text: ΑΘΗΝΑΙ 4.— Παρουσίᾳ τοῦ προέδρου τῆς Ἑλλάδος κ. Θεοχ. τοῦ ἀρχηγοῦ κ. Γεωργοπουλάκου καὶ ἄλλων τῶν ἀρχῶν τῆς πόλεως ἐτελέσθησαν τὰ ἐγκαίνια τῆς νέας πτέρυγος τοῦ Ἀσκληπιείου τῆς Βούλας. Τὸ Ἀσκληπιεῖον ἀριθμεῖ σήμερον περὶ τὰς 1.000 κλίνας, καὶ διὰ τῆς νέας πτέρυγος θὰ προστεθοῦν ἄλλαι 200 κλίναι διὰ τὰ ἀσθενῆ παιδιά. (421, 51, 610, 182)
gold-rate-row (1009, 629, 1179, 639)
xtypo-top: ΚΥΚΛΟΦΟΡΕΙ ΟΠΩΣ ΠΑΝΤΑ (1224, 1005, 1523, 1030)
xtypo-word1: ΧΤΥΠΟ (1247, 1050, 1500, 1117)
column-sports (618, 10, 1000, 2304)
sports-sub: ΤΟ ΠΡΩΤΑΘΛΗΜΑ ΜΠΑΣΚΕΤ (627, 854, 805, 870)
honey-s2-text: Μέλι τροφή — ὅπως τὸ δίδει ἡ μέλισσα — γιὰ μικροὺς καὶ μεγάλους, μέλι θεραπευτικό. (18, 1096, 404, 1120)
stove-icon (1205, 1490, 1317, 1611)
article-text: ΑΘΗΝΑΙ 4.— Εἰς τὴν ἐφετεινὴν Διεθνῆ Ἔκθεσιν Θεσσαλονίκης θὰ λάβουν μέρος καὶ αἱ ὀργανώσεις χειροτεχνίας. (1009, 1177, 1179, 1225)
notice-title: ΗΛΕΚΤΡΟΦΩΤΙΣΤΙΚΑ ΣΤΟΙΧΕΙΑ (244, 310, 376, 340)
gold-title: 314,25 ΔΡΑΧ. Η ΧΡΥΣΗ ΛΙΡΑ ΕΙΣ ΤΗΝ ΘΕΣΣΑΛΟΝΙΚΗΝ ΚΑΙ 314,00 ΕΙΣ ΤΑΣ ΑΘΗΝΑΣ (1015, 448, 1173, 540)
notice-signature: Ὁ Διευθυντὴς Α. Σ. ΔΕΟ ΣΤΑΥΡΟΣ ΑΝΤΩΝΙΑΔΗΣ (224, 788, 396, 811)
article-text: Πολυτεχνεῖον, Ἰατρικὴ, Ἀκαδημία. Ἐγγραφαὶ καθημερινῶς, Ἐγνατίας 116. (421, 1176, 610, 1211)
sports-text: Ὑπὸ τῆς ἐνώσεως καλαθοσφαιρίσεως Θεσσαλονίκης ἀνακοινοῦνται τὰ ἀποτελέσματα τῶν χθεσινῶν ἀγώνων: ΠΑΟΚ — Ἄρης 48-41, Ἡρακλῆς — Μακεδονικὸς 52-38, ΥΜΚΑ — Ἀπόλλων 39-35. (627, 873, 805, 956)
greek-flag-icon (771, 1087, 849, 1142)
plots-title: ΟΙΚΟΠΕΔΑ ΜΕ ΔΟΣΕΙΣ (41, 1180, 380, 1281)
fargas-kouzines: ΚΟΥΖΙΝΕΣ (1383, 1490, 1484, 1511)
sports-sub: ΤΟ ΠΑΙΔΙΚΟΝ ΠΡΩΤΑΘΛΗΜΑ (627, 964, 805, 980)
fargas-1: τέλειο μαγείρευμα (1341, 1559, 1526, 1584)
